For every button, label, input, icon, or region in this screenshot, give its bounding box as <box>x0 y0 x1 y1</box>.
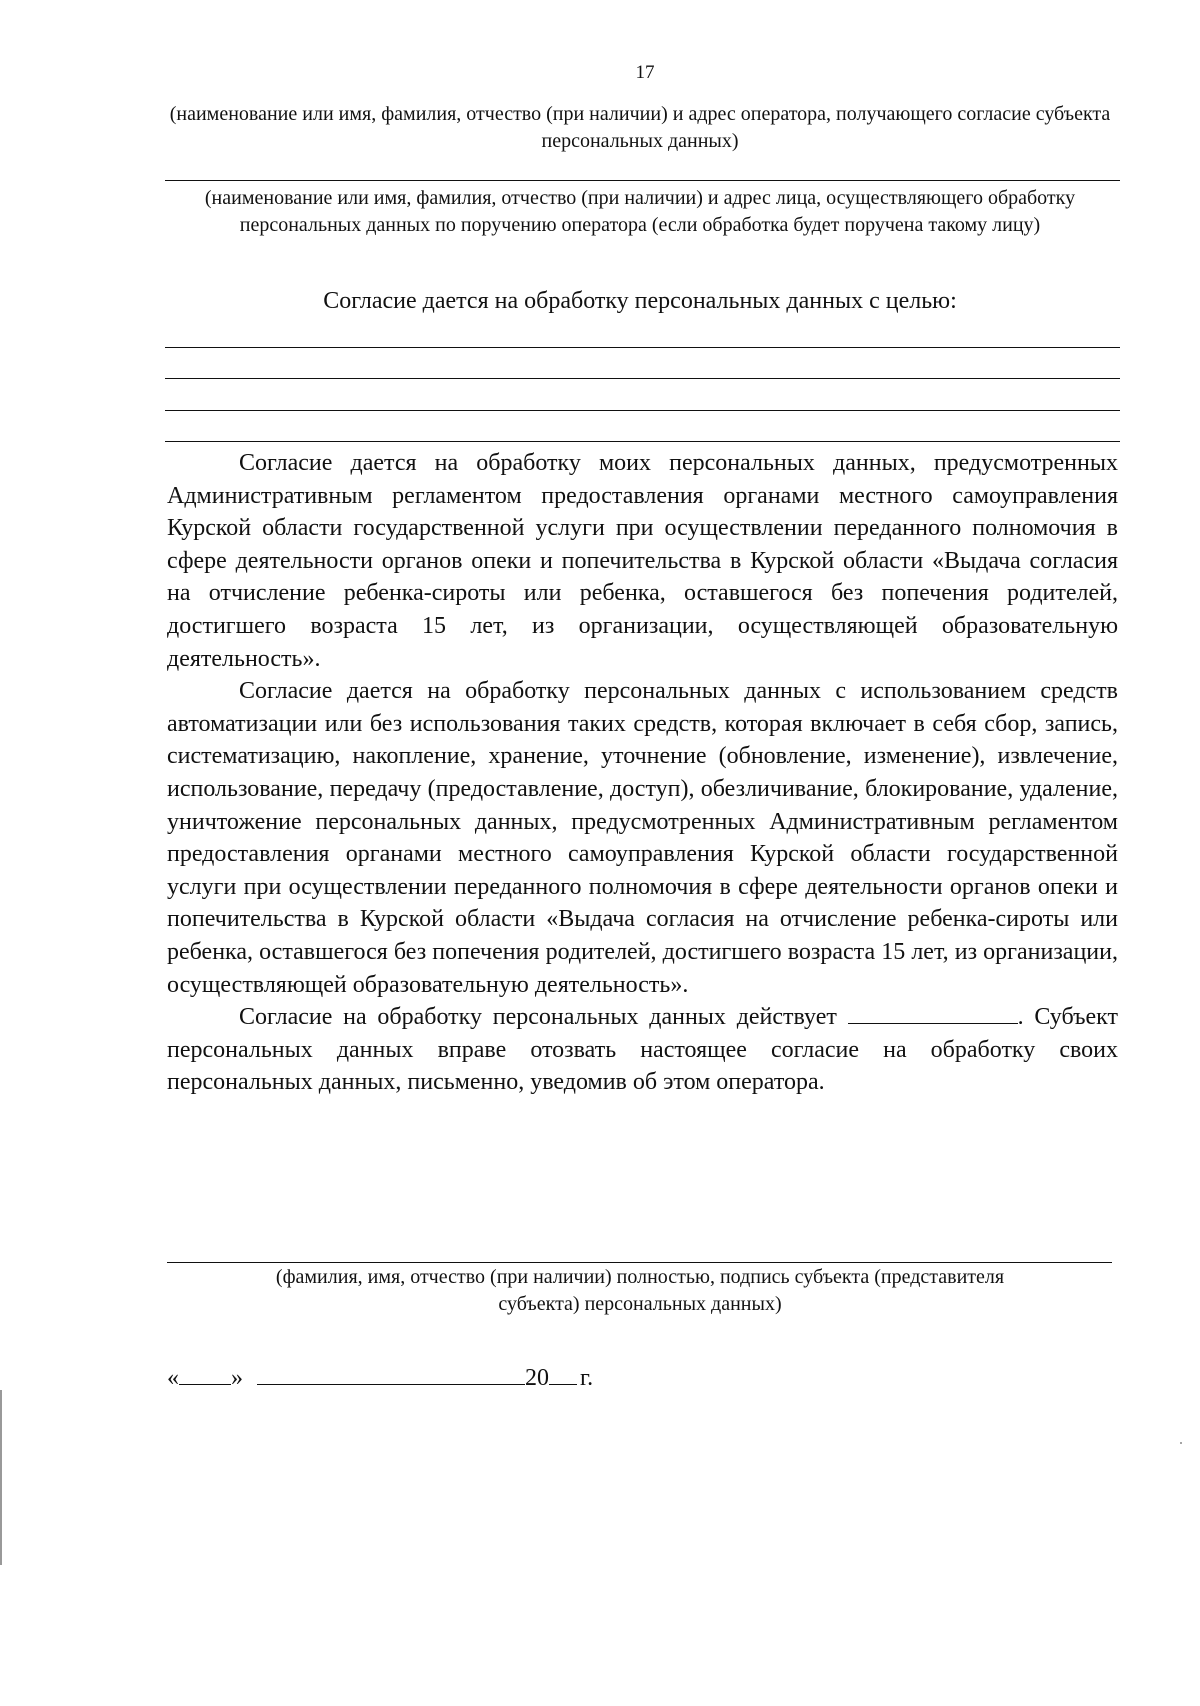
processor-caption: (наименование или имя, фамилия, отчество (при наличии) и адрес лица, осуществляющего обработку персональных данных по поручению оператора (если обработка будет поручена такому лицу) <box>204 187 1076 236</box>
date-year-blank <box>549 1362 577 1385</box>
purpose-fill-line <box>165 410 1120 411</box>
validity-text-start: Согласие на обработку персональных данных действует <box>239 1004 837 1031</box>
date-day-blank <box>179 1362 231 1385</box>
date-year-prefix: 20 <box>525 1365 549 1391</box>
signature-caption: (фамилия, имя, отчество (при наличии) полностью, подпись субъекта (представителя субъекта) персональных данных) <box>275 1266 1005 1315</box>
purpose-fill-line <box>165 441 1120 442</box>
processor-fill-line <box>165 180 1120 181</box>
purpose-fill-line <box>165 347 1120 348</box>
operator-caption: (наименование или имя, фамилия, отчество (при наличии) и адрес оператора, получающего согласие субъекта персональных данных) <box>169 103 1111 152</box>
consent-body <box>167 447 1118 1099</box>
consent-scope-paragraph: Согласие дается на обработку моих персональных данных, предусмотренных Административным регламентом предоставления органами местного самоуправления Курской области государственной услуги при осуществлении переданного полномочия в сфере деятельности органов опеки и попечительства в Курской области «Выдача согласия на отчисление ребенка-сироты или ребенка, оставшегося без попечения родителей, достигшего возраста 15 лет, из организации, осуществляющей образовательную деятельность». <box>167 450 1118 672</box>
date-line <box>167 1362 593 1394</box>
signature-fill-line <box>167 1262 1112 1263</box>
scan-margin-mark <box>0 1390 2 1565</box>
date-month-blank <box>257 1362 525 1385</box>
scan-speck <box>1180 1442 1182 1444</box>
validity-text-end: . Субъект персональных данных вправе отозвать настоящее согласие на обработку своих персональных данных, письменно, уведомив об этом оператора. <box>167 1004 1119 1096</box>
validity-paragraph <box>167 1001 1118 1099</box>
page-number: 17 <box>635 62 655 83</box>
date-close-quote: » <box>231 1365 243 1391</box>
purpose-fill-line <box>165 378 1120 379</box>
validity-term-blank <box>848 1001 1018 1024</box>
purpose-heading: Согласие дается на обработку персональных данных с целью: <box>323 288 957 314</box>
processing-actions-paragraph: Согласие дается на обработку персональных данных с использованием средств автоматизации или без использования таких средств, которая включает в себя сбор, запись, систематизацию, накопление, хранение, уточнение (обновление, изменение), извлечение, использование, передачу (предоставление, доступ), обезличивание, блокирование, удаление, уничтожение персональных данных, предусмотренных Административным регламентом предоставления органами местного самоуправления Курской области государственной услуги при осуществлении переданного полномочия в сфере деятельности органов опеки и попечительства в Курской области «Выдача согласия на отчисление ребенка-сироты или ребенка, оставшегося без попечения родителей, достигшего возраста 15 лет, из организации, осуществляющей образовательную деятельность». <box>167 678 1118 998</box>
date-open-quote: « <box>167 1365 179 1391</box>
date-year-suffix: г. <box>580 1365 594 1391</box>
